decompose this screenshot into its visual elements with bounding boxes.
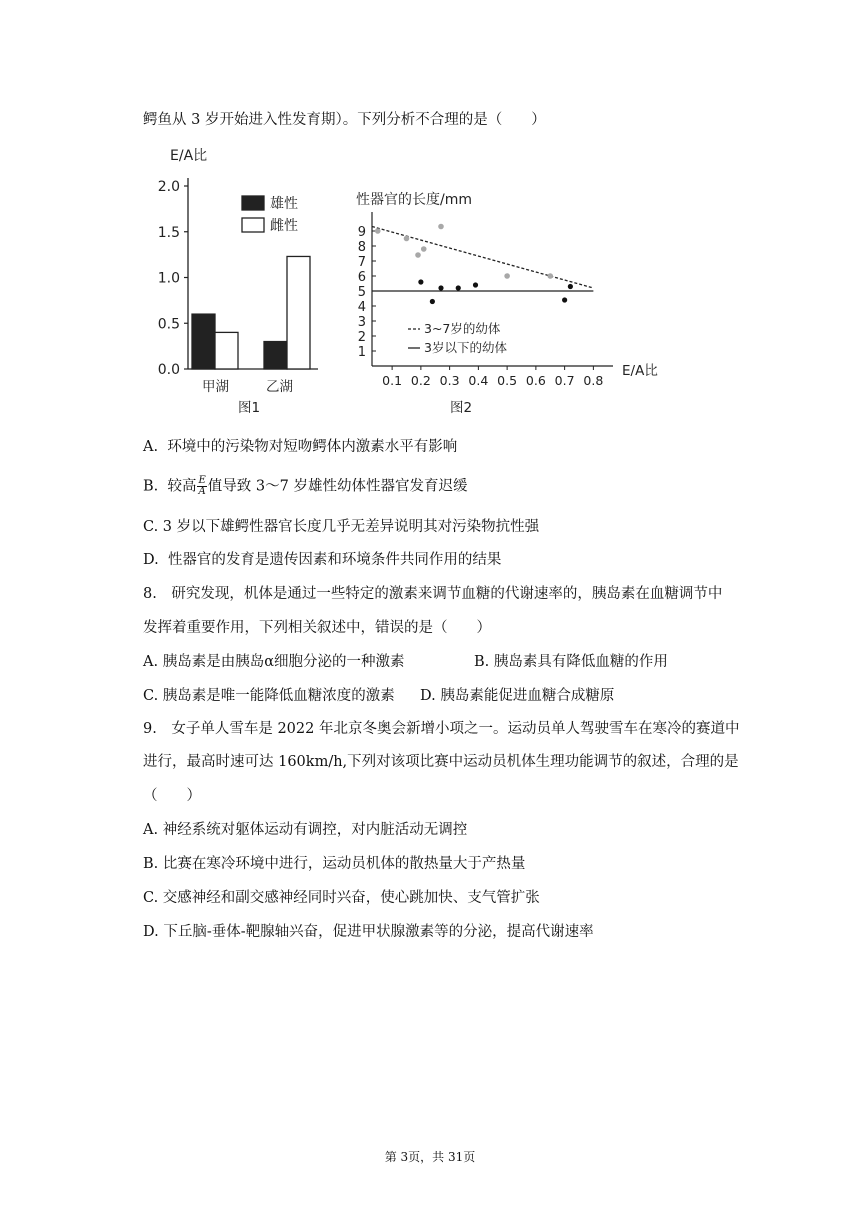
q9-answer-paren: （ ）: [143, 788, 201, 804]
q8-option-b: B. 胰岛素具有降低血糖的作用: [474, 654, 668, 670]
q7-option-c: C. 3 岁以下雄鳄性器官长度几乎无差异说明其对污染物抗性强: [143, 519, 540, 535]
q7-option-b: B. 较高 $\frac{E}{A}$ 值导致 3～7 岁雄性幼体性器官发育迟缓: [143, 475, 468, 497]
fig1-y-tick-label: 0.0: [157, 362, 180, 378]
q8-stem-line: 发挥着重要作用，下列相关叙述中，错误的是（ ）: [143, 620, 491, 636]
q8-option-d: D. 胰岛素能促进血糖合成糖原: [420, 688, 615, 704]
fig1-legend-swatch: [242, 218, 264, 232]
fig2-point-under-3yr: [430, 299, 435, 304]
question-intro-line: 鳄鱼从 3 岁开始进入性发育期）。下列分析不合理的是（ ）: [143, 112, 546, 128]
fig2-point-under-3yr: [418, 279, 423, 284]
fig2-y-tick-label: 1: [357, 345, 366, 360]
q8-option-a: A. 胰岛素是由胰岛α细胞分泌的一种激素: [143, 654, 405, 670]
page-footer: 第 3页，共 31页: [384, 1150, 476, 1164]
fig1-ylabel: E/A比: [170, 148, 208, 164]
fig1-legend-label: 雌性: [270, 218, 298, 234]
fig2-x-tick-label: 0.7: [554, 373, 575, 388]
fig1-caption: 图1: [238, 400, 261, 415]
fig2-point-3-7yr: [438, 224, 444, 230]
fig1-category-label: 乙湖: [266, 379, 293, 395]
q7-option-d: D. 性器官的发育是遗传因素和环境条件共同作用的结果: [143, 552, 502, 568]
fig2-point-under-3yr: [438, 285, 443, 290]
fig2-point-3-7yr: [404, 236, 410, 242]
fig1-y-tick-label: 0.5: [157, 316, 180, 333]
fig2-y-tick-label: 7: [357, 255, 366, 270]
fig2-point-3-7yr: [421, 246, 427, 252]
fig2-point-3-7yr: [375, 228, 381, 234]
fig2-point-3-7yr: [504, 273, 510, 279]
fig1-legend-swatch: [242, 196, 264, 210]
fig2-legend-entry: 3~7岁的幼体: [424, 321, 501, 336]
q9-option-c: C. 交感神经和副交感神经同时兴奋，使心跳加快、支气管扩张: [143, 890, 540, 906]
q9-stem-line: 进行，最高时速可达 160km/h,下列对该项比赛中运动员机体生理功能调节的叙述，合理的是: [143, 754, 739, 770]
fraction-e-over-a: $\frac{E}{A}$: [198, 475, 206, 497]
fig1-bar-female: [287, 256, 310, 369]
figure-1-bar-chart: [145, 145, 345, 415]
fig2-y-tick-label: 5: [357, 285, 366, 300]
fig2-point-under-3yr: [562, 297, 567, 302]
fig2-legend-entry: 3岁以下的幼体: [424, 340, 507, 355]
fig1-bar-male: [192, 314, 215, 369]
q9-option-a: A. 神经系统对躯体运动有调控，对内脏活动无调控: [143, 822, 468, 838]
fig2-point-under-3yr: [473, 282, 478, 287]
fig1-y-tick-label: 1.5: [157, 224, 180, 241]
fig1-bar-female: [215, 332, 238, 369]
fig2-ylabel: 性器官的长度/mm: [356, 192, 472, 208]
fig1-y-tick-label: 2.0: [157, 179, 180, 195]
fig2-y-tick-label: 8: [357, 240, 366, 255]
q9-stem-line: 9. 女子单人雪车是 2022 年北京冬奥会新增小项之一。运动员单人驾驶雪车在寒冷的赛道中: [143, 721, 740, 737]
fig2-trend-line: [372, 227, 593, 289]
fig2-legend: [408, 321, 507, 355]
fig2-x-tick-label: 0.2: [410, 373, 431, 388]
fig2-y-tick-label: 2: [357, 330, 366, 345]
fig2-y-tick-label: 6: [357, 270, 366, 285]
fig2-x-tick-label: 0.6: [525, 373, 546, 388]
q9-option-b: B. 比赛在寒冷环境中进行，运动员机体的散热量大于产热量: [143, 856, 526, 872]
fig1-y-tick-label: 1.0: [157, 270, 180, 287]
fig2-point-3-7yr: [415, 252, 421, 258]
fig2-caption: 图2: [450, 400, 473, 415]
fig2-x-tick-label: 0.3: [439, 373, 460, 388]
fig1-legend-label: 雄性: [270, 196, 298, 212]
fig2-x-tick-label: 0.5: [497, 373, 518, 388]
fig2-x-tick-label: 0.1: [382, 373, 403, 388]
q8-stem-line: 8. 研究发现，机体是通过一些特定的激素来调节血糖的代谢速率的，胰岛素在血糖调节中: [143, 586, 723, 602]
fig2-x-tick-label: 0.4: [468, 373, 489, 388]
fig2-point-under-3yr: [568, 284, 573, 289]
figure-2-scatter-chart: [345, 185, 675, 415]
q8-option-c: C. 胰岛素是唯一能降低血糖浓度的激素: [143, 688, 395, 704]
fig2-y-tick-label: 4: [357, 300, 366, 315]
fig1-category-label: 甲湖: [202, 379, 229, 395]
fig2-point-3-7yr: [547, 273, 553, 279]
fig2-point-under-3yr: [456, 285, 461, 290]
fig2-x-tick-label: 0.8: [583, 373, 604, 388]
fig2-y-tick-label: 3: [357, 315, 366, 330]
fig2-xlabel: E/A比: [622, 363, 658, 379]
q7-option-a: A. 环境中的污染物对短吻鳄体内激素水平有影响: [143, 439, 458, 455]
fig2-y-tick-label: 9: [357, 225, 366, 240]
q9-option-d: D. 下丘脑-垂体-靶腺轴兴奋，促进甲状腺激素等的分泌，提高代谢速率: [143, 924, 594, 940]
fig1-bar-male: [264, 342, 287, 369]
